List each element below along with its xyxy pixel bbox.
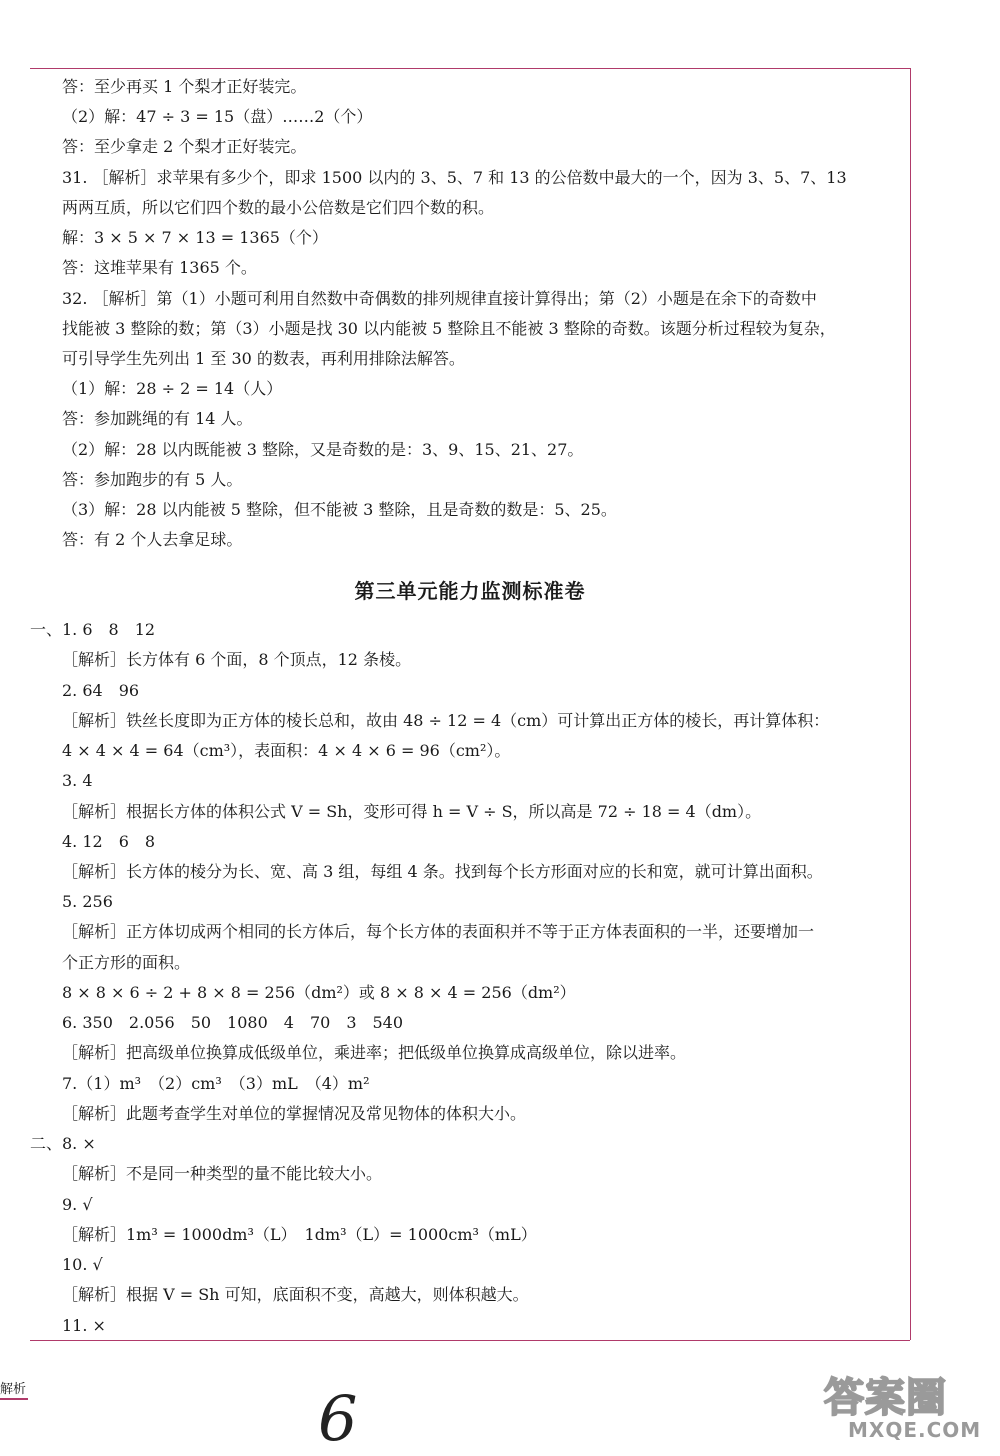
text-line: ［解析］铁丝长度即为正方体的棱长总和，故由 48 ÷ 12 = 4（cm）可计算出正方体的棱长，再计算体积： — [62, 711, 830, 730]
watermark-en: MXQE.COM — [848, 1418, 982, 1442]
text-line: ［解析］根据长方体的体积公式 V = Sh，变形可得 h = V ÷ S，所以高是 72 ÷ 18 = 4（dm）。 — [62, 802, 762, 821]
text-line: 答：至少拿走 2 个梨才正好装完。 — [62, 137, 307, 156]
text-line: 两两互质，所以它们四个数的最小公倍数是它们四个数的积。 — [62, 198, 495, 217]
text-line: ［解析］正方体切成两个相同的长方体后，每个长方体的表面积并不等于正方体表面积的一半，还要增加一 — [62, 922, 815, 941]
text-line: ［解析］把高级单位换算成低级单位，乘进率；把低级单位换算成高级单位，除以进率。 — [62, 1043, 687, 1062]
text-line: 5. 256 — [62, 892, 113, 911]
text-line: （2）解：47 ÷ 3 = 15（盘）……2（个） — [62, 107, 373, 126]
text-line: 32. ［解析］第（1）小题可利用自然数中奇偶数的排列规律直接计算得出；第（2）小题是在余下的奇数中 — [62, 289, 817, 308]
text-line: 答：参加跳绳的有 14 人。 — [62, 409, 253, 428]
text-line: 一、1. 6 8 12 — [30, 620, 156, 639]
watermark-logo — [824, 1366, 984, 1446]
text-line: 答：参加跑步的有 5 人。 — [62, 470, 243, 489]
text-line: 4. 12 6 8 — [62, 832, 156, 851]
text-line: 答：至少再买 1 个梨才正好装完。 — [62, 77, 307, 96]
text-line: ［解析］不是同一种类型的量不能比较大小。 — [62, 1164, 383, 1183]
text-line: 31. ［解析］求苹果有多少个，即求 1500 以内的 3、5、7 和 13 的公倍数中最大的一个，因为 3、5、7、13 — [62, 168, 847, 187]
text-line: 4 × 4 × 4 = 64（cm³），表面积：4 × 4 × 6 = 96（cm²）。 — [62, 741, 511, 760]
text-line: 解：3 × 5 × 7 × 13 = 1365（个） — [62, 228, 328, 247]
text-line: 8 × 8 × 6 ÷ 2 + 8 × 8 = 256（dm²）或 8 × 8 × 4 = 256（dm²） — [62, 983, 576, 1002]
handwritten-page-number: 6 — [318, 1382, 358, 1455]
text-line: 6. 350 2.056 50 1080 4 70 3 540 — [62, 1013, 404, 1032]
text-line: 7.（1）m³ （2）cm³ （3）mL （4）m² — [62, 1074, 370, 1093]
text-line: 10. √ — [62, 1255, 103, 1274]
text-line: ［解析］此题考查学生对单位的掌握情况及常见物体的体积大小。 — [62, 1104, 527, 1123]
text-line: 答：这堆苹果有 1365 个。 — [62, 258, 257, 277]
footer-label: 解析 — [0, 1382, 27, 1397]
frame-top-line — [30, 68, 910, 69]
text-line: 可引导学生先列出 1 至 30 的数表，再利用排除法解答。 — [62, 349, 465, 368]
text-line: 二、8. × — [30, 1134, 96, 1153]
footer-rule — [0, 1398, 28, 1400]
text-line: ［解析］长方体的棱分为长、宽、高 3 组，每组 4 条。找到每个长方形面对应的长和宽，就可计算出面积。 — [62, 862, 823, 881]
text-line: 个正方形的面积。 — [62, 953, 191, 972]
text-line: 答：有 2 个人去拿足球。 — [62, 530, 243, 549]
text-line: ［解析］长方体有 6 个面，8 个顶点，12 条棱。 — [62, 650, 412, 669]
text-line: 3. 4 — [62, 771, 93, 790]
text-line: ［解析］1m³ = 1000dm³（L） 1dm³（L）= 1000cm³（mL） — [62, 1225, 537, 1244]
text-line: 9. √ — [62, 1195, 93, 1214]
frame-right-line — [910, 68, 911, 1340]
text-line: （3）解：28 以内能被 5 整除，但不能被 3 整除，且是奇数的数是：5、25。 — [62, 500, 617, 519]
text-line: 11. × — [62, 1316, 106, 1335]
watermark-cn: 答案圈 — [824, 1375, 947, 1421]
text-line: （2）解：28 以内既能被 3 整除，又是奇数的是：3、9、15、21、27。 — [62, 440, 584, 459]
text-line: 找能被 3 整除的数；第（3）小题是找 30 以内能被 5 整除且不能被 3 整除的奇数。该题分析过程较为复杂， — [62, 319, 836, 338]
text-line: ［解析］根据 V = Sh 可知，底面积不变，高越大，则体积越大。 — [62, 1285, 529, 1304]
text-line: （1）解：28 ÷ 2 = 14（人） — [62, 379, 283, 398]
frame-bottom-line — [30, 1340, 910, 1341]
section-title: 第三单元能力监测标准卷 — [354, 579, 586, 603]
text-line: 2. 64 96 — [62, 681, 140, 700]
